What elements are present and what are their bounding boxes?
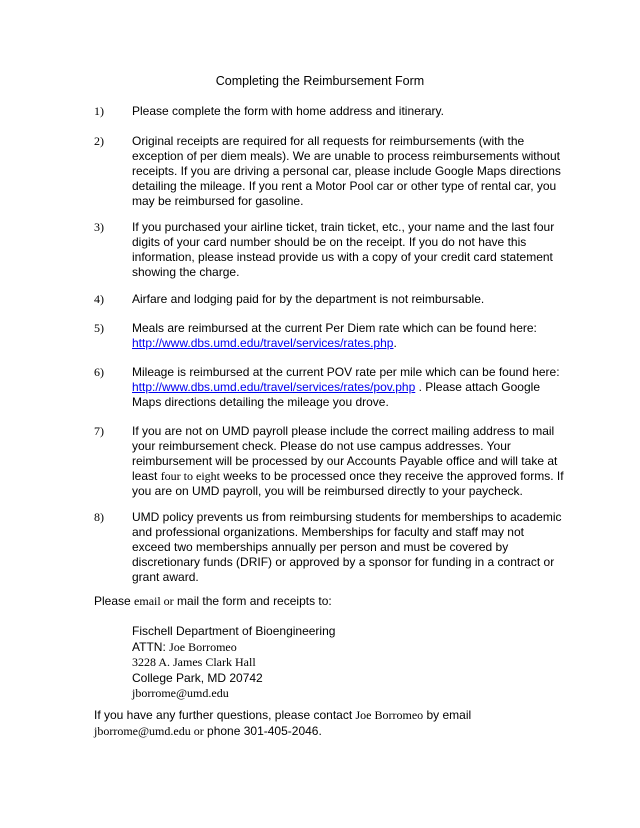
address-attn — [132, 640, 335, 656]
footer-text: If you have any further questions, please contact — [94, 708, 356, 722]
contact-email: jborrome@umd.edu or — [94, 723, 204, 738]
item-text — [132, 424, 564, 499]
mail-intro-part: email or — [134, 594, 174, 608]
attn-name: Joe Borromeo — [169, 639, 237, 654]
item-trailing-text: . Please attach Google Maps directions detailing the mileage you drove. — [132, 380, 540, 409]
mailing-address — [132, 624, 335, 702]
mail-intro-part: mail the form and receipts to: — [173, 594, 332, 608]
item-number: 3) — [94, 220, 104, 234]
item-number: 4) — [94, 292, 104, 306]
item-text — [132, 365, 564, 410]
item-text: Original receipts are required for all requests for reimbursements (with the exception of per diem meals). We are unable to process reimbursements without receipts. If you are driving a personal car, please include Google Maps directions detailing the mileage. If you rent a Motor Pool car or other type of rental car, you may be reimbursed for gasoline. — [132, 134, 561, 208]
per-diem-rates-link[interactable]: http://www.dbs.umd.edu/travel/services/rates.php — [132, 336, 394, 350]
item-text-part: four to eight — [160, 469, 221, 483]
item-text: If you purchased your airline ticket, train ticket, etc., your name and the last four digits of your card number should be on the receipt. If you do not have this information, please instead provide us with a copy of your credit card statement showing the charge. — [132, 220, 555, 279]
item-number: 7) — [94, 424, 104, 438]
item-number: 1) — [94, 104, 104, 118]
item-text: Please complete the form with home address and itinerary. — [132, 104, 444, 118]
item-number: 5) — [94, 321, 104, 335]
mail-intro-part: Please — [94, 594, 135, 608]
item-text-content: Mileage is reimbursed at the current POV rate per mile which can be found here: — [132, 365, 560, 379]
mail-instructions — [94, 594, 332, 609]
pov-rates-link[interactable]: http://www.dbs.umd.edu/travel/services/rates/pov.php — [132, 380, 416, 394]
page-title: Completing the Reimbursement Form — [215, 74, 425, 88]
address-department: Fischell Department of Bioengineering — [132, 624, 336, 638]
address-street: 3228 A. James Clark Hall — [132, 655, 256, 669]
item-number: 2) — [94, 134, 104, 148]
item-text: UMD policy prevents us from reimbursing students for memberships to academic and professional organizations. Memberships for faculty and staff may not exceed two memberships annually per person and must be covered by discretionary funds (DRIF) or approved by a sponsor for funding in a contract or grant award. — [132, 510, 562, 584]
item-text-part: weeks to be processed once they receive the approved forms. If you are on UMD payroll, you will be reimbursed directly to your paycheck. — [132, 469, 564, 498]
address-email: jborrome@umd.edu — [132, 686, 229, 700]
contact-name: Joe Borromeo — [355, 708, 424, 722]
attn-label: ATTN: — [132, 639, 170, 654]
footer-text: by email — [423, 708, 472, 722]
contact-phone: phone 301-405-2046. — [203, 723, 322, 738]
item-number: 6) — [94, 365, 104, 379]
item-punct: . — [393, 336, 397, 350]
address-city: College Park, MD 20742 — [132, 670, 263, 685]
contact-note — [94, 708, 544, 739]
item-text-content: Meals are reimbursed at the current Per Diem rate which can be found here: — [132, 321, 537, 335]
item-text: Airfare and lodging paid for by the department is not reimbursable. — [132, 292, 485, 306]
item-number: 8) — [94, 510, 104, 524]
item-text-part: If you are not on UMD payroll please include the correct mailing address to mail your reimbursement check. Please do not use campus addresses. Your reimbursement will be processed by our Accounts Payable office and will take at least — [132, 424, 558, 483]
item-text — [132, 321, 564, 351]
